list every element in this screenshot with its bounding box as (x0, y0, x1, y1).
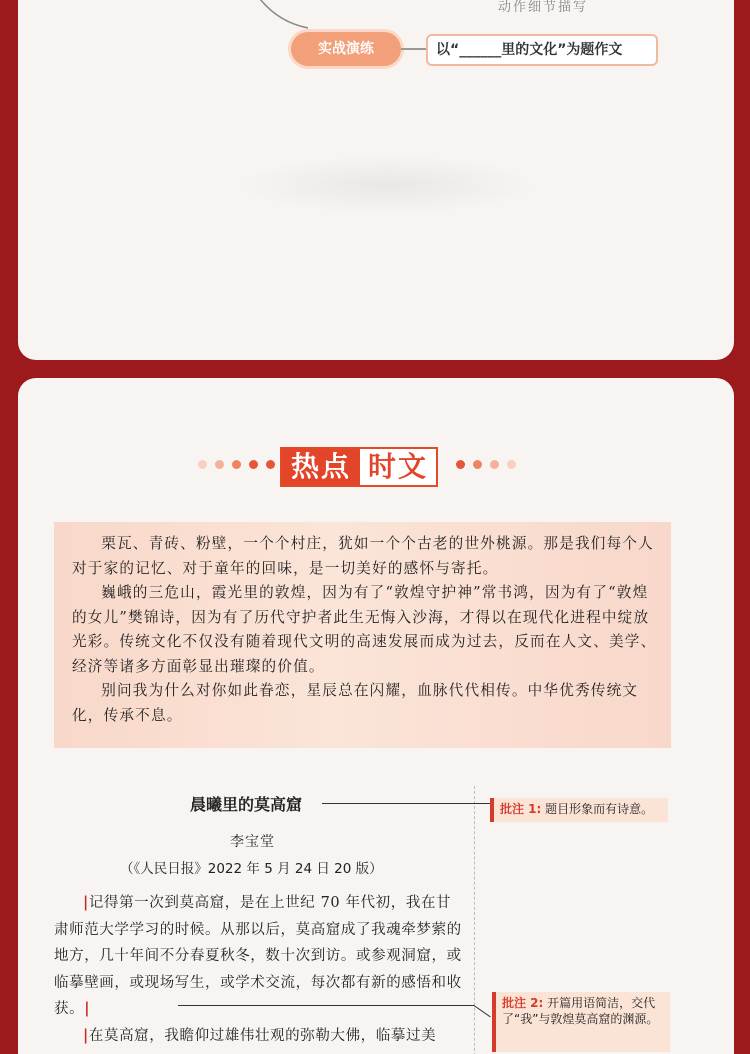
dot (198, 460, 207, 469)
mindmap-branch-line (248, 0, 328, 30)
annotation-leader-line (178, 1005, 474, 1006)
article-source: （《人民日报》2022 年 5 月 24 日 20 版） (120, 861, 383, 877)
decor-dots-right (456, 460, 516, 469)
decor-dots-left (198, 460, 275, 469)
cropped-heading-fragment: 动作细节描写 (498, 0, 589, 15)
excerpt-paragraph: 别问我为什么对你如此眷恋，星辰总在闪耀，血脉代代相传。中华优秀传统文化，传承不息。 (72, 682, 639, 724)
article-paragraph (54, 890, 464, 1023)
annotation-label: 批注 2: (502, 996, 544, 1010)
article-paragraph (54, 1023, 464, 1050)
annotation-text: 题目形象而有诗意。 (545, 802, 654, 816)
main-card (18, 378, 734, 1054)
dot (473, 460, 482, 469)
connector-line (401, 48, 427, 50)
bracket-mark: | (83, 1026, 89, 1044)
annotation-leader-tick (474, 1005, 491, 1017)
article-paragraph-text: 记得第一次到莫高窟，是在上世纪 70 年代初，我在甘肃师范大学学习的时候。从那以后，莫高窟成了我魂牵梦萦的地方，几十年间不分春夏秋冬，数十次到访。或参观洞窟，或临摹壁画，或现场写生，或学术交流，每次都有新的感悟和收获。 (54, 895, 462, 1017)
dot (232, 460, 241, 469)
article-body (54, 890, 464, 1049)
annotation-note (490, 798, 668, 822)
dot (490, 460, 499, 469)
dot (215, 460, 224, 469)
practice-label: 实战演练 (291, 32, 401, 66)
article-author: 李宝堂 (230, 834, 275, 850)
excerpt-paragraph: 栗瓦、青砖、粉壁，一个个村庄，犹如一个个古老的世外桃源。那是我们每个人对于家的记忆、对于童年的回味，是一切美好的感怀与寄托。 (72, 535, 654, 577)
section-title-part2: 时文 (360, 449, 436, 485)
top-card (18, 0, 734, 360)
article-paragraph-text: 在莫高窟，我瞻仰过雄伟壮观的弥勒大佛，临摹过美 (88, 1027, 437, 1044)
section-title (280, 447, 438, 487)
bracket-mark: | (84, 1000, 91, 1017)
annotation-leader-line (322, 803, 490, 804)
excerpt-box (54, 522, 671, 748)
column-divider (474, 786, 475, 1054)
section-title-part1: 热点 (282, 449, 360, 485)
essay-prompt: 以“______里的文化”为题作文 (426, 34, 658, 66)
section-header (18, 443, 734, 487)
dot (456, 460, 465, 469)
dot (249, 460, 258, 469)
annotation-label: 批注 1: (500, 802, 542, 816)
article-title: 晨曦里的莫高窟 (190, 795, 303, 814)
excerpt-paragraph: 巍峨的三危山，霞光里的敦煌，因为有了“敦煌守护神”常书鸿，因为有了“敦煌的女儿”樊锦诗，因为有了历代守护者此生无悔入沙海，才得以在现代化进程中绽放光彩。传统文化不仅没有随着现代文明的高速发展而成为过去，反而在人文、美学、经济等诸多方面彰显出璀璨的价值。 (72, 584, 657, 675)
dot (266, 460, 275, 469)
annotation-text: 开篇用语简洁，交代了“我”与敦煌莫高窟的渊源。 (502, 996, 659, 1026)
faded-bleedthrough (238, 155, 538, 215)
dot (507, 460, 516, 469)
annotation-note (492, 992, 670, 1052)
bracket-mark: | (83, 894, 89, 911)
